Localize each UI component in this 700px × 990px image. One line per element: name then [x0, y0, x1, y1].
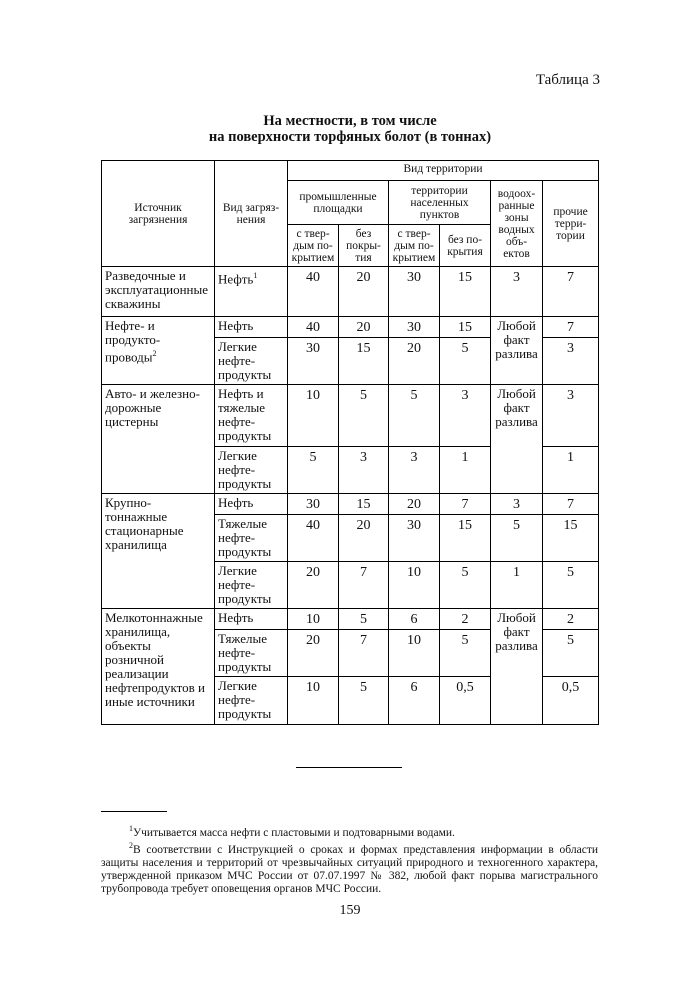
- header-source: Источник загрязнения: [102, 161, 215, 267]
- cell-value: 7: [339, 630, 389, 677]
- cell-value: 1: [491, 562, 543, 609]
- header-industrial: промышленные площадки: [288, 181, 389, 225]
- cell-any-spill: Любой факт разлива: [491, 609, 543, 725]
- cell-value: 5: [440, 630, 491, 677]
- row-source: [102, 317, 215, 385]
- cell-value: 7: [339, 562, 389, 609]
- source-text: Нефте- и продукто-проводы: [105, 318, 161, 365]
- row-kind: Легкие нефте-продукты: [215, 677, 288, 725]
- table-row: [102, 317, 599, 338]
- cell-value: 10: [389, 630, 440, 677]
- cell-value: 0,5: [543, 677, 599, 725]
- cell-value: 1: [543, 447, 599, 494]
- cell-value: 20: [288, 630, 339, 677]
- row-source: Разведочные и эксплуатационные скважины: [102, 267, 215, 317]
- cell-value: 40: [288, 515, 339, 562]
- row-kind: [215, 267, 288, 317]
- footnote-1: [101, 822, 598, 840]
- row-kind: Нефть и тяжелые нефте-продукты: [215, 385, 288, 447]
- footnote-ref: 1: [253, 271, 258, 280]
- cell-value: 15: [339, 338, 389, 385]
- cell-value: 7: [543, 494, 599, 515]
- cell-value: 10: [389, 562, 440, 609]
- table-row: [102, 609, 599, 630]
- cell-value: 2: [543, 609, 599, 630]
- cell-value: 5: [389, 385, 440, 447]
- row-kind: Легкие нефте-продукты: [215, 562, 288, 609]
- cell-value: 7: [440, 494, 491, 515]
- cell-value: 6: [389, 609, 440, 630]
- cell-value: 3: [491, 494, 543, 515]
- cell-value: 15: [440, 267, 491, 317]
- cell-value: 10: [288, 677, 339, 725]
- footnote-2: [101, 839, 598, 896]
- footnote-text: В соответствии с Инструкцией о сроках и формах представления информации в области защиты населения и территорий от чрезвычайных ситуаций природного и техногенного характера, утвержденной приказом МЧС России от 07.07.1997 № 382, любой факт порыва магистрального трубопровода требует оповещения органов МЧС России.: [101, 843, 598, 895]
- footnote-rule: [101, 811, 167, 812]
- cell-value: 5: [339, 677, 389, 725]
- cell-value: 5: [339, 609, 389, 630]
- cell-value: 6: [389, 677, 440, 725]
- row-kind: Нефть: [215, 317, 288, 338]
- cell-value: 3: [339, 447, 389, 494]
- cell-value: 15: [440, 317, 491, 338]
- cell-value: 3: [543, 385, 599, 447]
- header-other: прочие терри-тории: [543, 181, 599, 267]
- row-kind: Нефть: [215, 494, 288, 515]
- header-territory: Вид территории: [288, 161, 599, 181]
- cell-value: 3: [440, 385, 491, 447]
- cell-value: 1: [440, 447, 491, 494]
- row-source: Крупно-тоннажные стационарные хранилища: [102, 494, 215, 609]
- table-title: [200, 113, 500, 145]
- cell-value: 30: [288, 338, 339, 385]
- cell-value: 20: [389, 338, 440, 385]
- cell-value: 2: [440, 609, 491, 630]
- cell-value: 15: [339, 494, 389, 515]
- cell-value: 40: [288, 267, 339, 317]
- cell-value: 7: [543, 267, 599, 317]
- pollution-table: [101, 160, 599, 725]
- table-row: [102, 385, 599, 447]
- header-kind: Вид загряз-нения: [215, 161, 288, 267]
- cell-value: 3: [491, 267, 543, 317]
- cell-value: 15: [543, 515, 599, 562]
- cell-value: 30: [288, 494, 339, 515]
- cell-value: 5: [543, 630, 599, 677]
- cell-value: 7: [543, 317, 599, 338]
- row-kind: Тяжелые нефте-продукты: [215, 515, 288, 562]
- row-kind: Нефть: [215, 609, 288, 630]
- cell-value: 5: [440, 562, 491, 609]
- cell-value: 20: [339, 515, 389, 562]
- cell-value: 20: [389, 494, 440, 515]
- cell-value: 10: [288, 385, 339, 447]
- cell-any-spill: Любой факт разлива: [491, 317, 543, 385]
- table-label: Таблица 3: [535, 72, 600, 88]
- cell-value: 10: [288, 609, 339, 630]
- header-water: водоох-ранные зоны водных объ-ектов: [491, 181, 543, 267]
- header-set-nohard: без по-крытия: [440, 225, 491, 267]
- title-line-1: На местности, в том числе: [263, 113, 437, 129]
- cell-value: 3: [389, 447, 440, 494]
- cell-value: 0,5: [440, 677, 491, 725]
- cell-value: 20: [339, 267, 389, 317]
- cell-value: 5: [288, 447, 339, 494]
- cell-value: 30: [389, 267, 440, 317]
- footnote-text: Учитывается масса нефти с пластовыми и подтоварными водами.: [133, 826, 455, 839]
- kind-text: Нефть: [218, 271, 254, 287]
- cell-value: 5: [440, 338, 491, 385]
- title-line-2: на поверхности торфяных болот (в тоннах): [208, 129, 492, 145]
- header-ind-nohard: без покры-тия: [339, 225, 389, 267]
- cell-value: 5: [339, 385, 389, 447]
- header-settlements: территории населенных пунктов: [389, 181, 491, 225]
- cell-value: 5: [543, 562, 599, 609]
- cell-value: 5: [491, 515, 543, 562]
- cell-value: 20: [339, 317, 389, 338]
- cell-value: 15: [440, 515, 491, 562]
- table-row: [102, 494, 599, 515]
- row-kind: Легкие нефте-продукты: [215, 447, 288, 494]
- footnote-mark: 1: [129, 824, 133, 833]
- footnote-ref: 2: [152, 349, 157, 358]
- header-set-hard: с твер-дым по-крытием: [389, 225, 440, 267]
- page-number: 159: [339, 903, 361, 918]
- header-ind-hard: с твер-дым по-крытием: [288, 225, 339, 267]
- cell-value: 3: [543, 338, 599, 385]
- table-row: [102, 267, 599, 317]
- cell-value: 20: [288, 562, 339, 609]
- cell-value: 40: [288, 317, 339, 338]
- cell-value: 30: [389, 515, 440, 562]
- separator-line: [296, 767, 402, 768]
- row-kind: Легкие нефте-продукты: [215, 338, 288, 385]
- cell-any-spill: Любой факт разлива: [491, 385, 543, 494]
- row-kind: Тяжелые нефте-продукты: [215, 630, 288, 677]
- footnote-mark: 2: [129, 841, 133, 850]
- cell-value: 30: [389, 317, 440, 338]
- row-source: Авто- и железно-дорожные цистерны: [102, 385, 215, 494]
- row-source: Мелкотоннажные хранилища, объекты розничной реализации нефтепродуктов и иные источники: [102, 609, 215, 725]
